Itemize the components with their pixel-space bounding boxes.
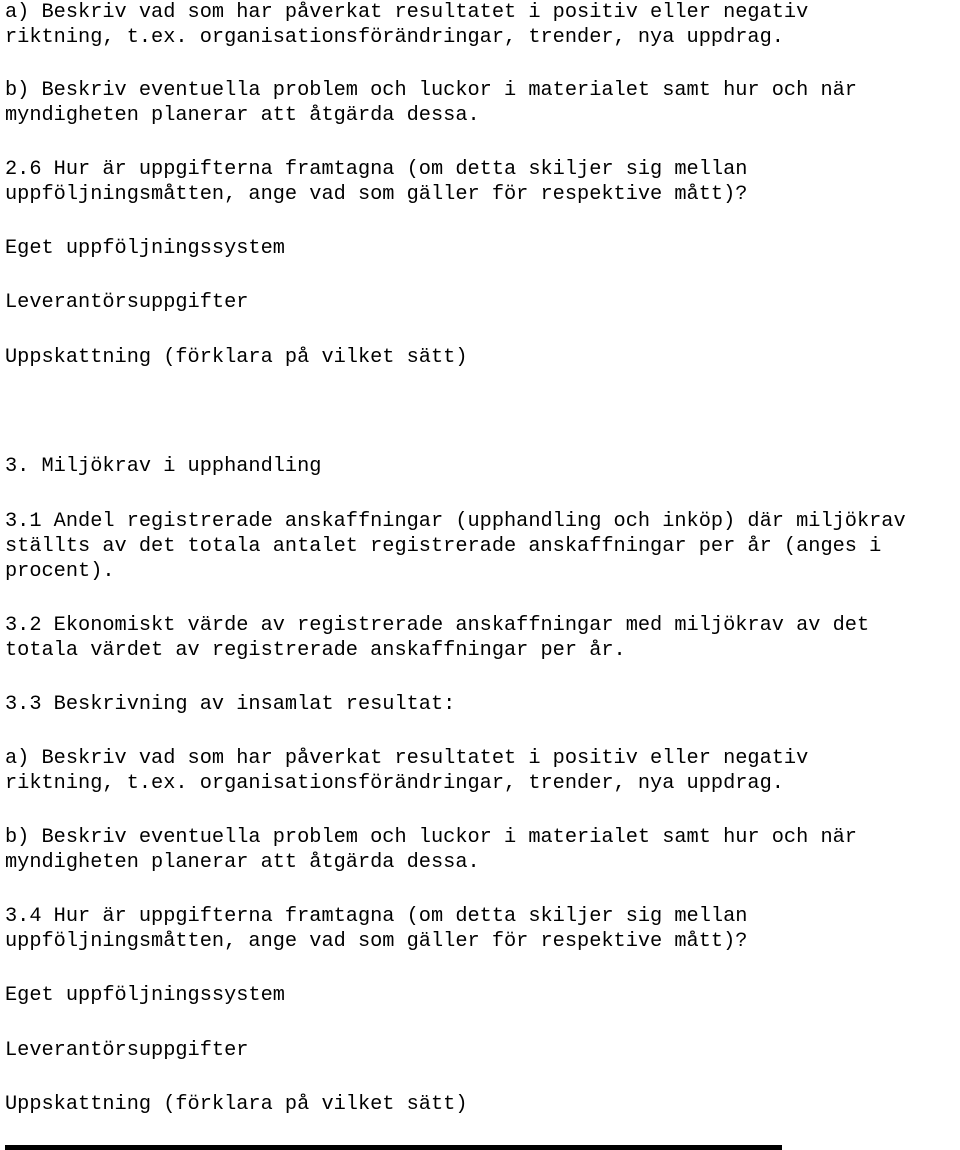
text-line: procent). — [5, 560, 115, 583]
question-2b — [5, 78, 960, 128]
text-line: riktning, t.ex. organisationsförändringar, trender, nya uppdrag. — [5, 772, 784, 795]
text-line: Uppskattning (förklara på vilket sätt) — [5, 1093, 468, 1116]
option-own-system — [5, 236, 960, 261]
text-line: ställts av det totala antalet registrerade anskaffningar per år (anges i — [5, 535, 882, 558]
question-3a — [5, 746, 960, 796]
text-line: b) Beskriv eventuella problem och luckor i materialet samt hur och när — [5, 826, 857, 849]
question-3-1 — [5, 509, 960, 584]
text-line: a) Beskriv vad som har påverkat resultatet i positiv eller negativ — [5, 747, 809, 770]
option-supplier-data — [5, 1038, 960, 1063]
text-line: uppföljningsmåtten, ange vad som gäller för respektive mått)? — [5, 183, 748, 206]
text-line: uppföljningsmåtten, ange vad som gäller för respektive mått)? — [5, 930, 748, 953]
text-line: 2.6 Hur är uppgifterna framtagna (om detta skiljer sig mellan — [5, 158, 748, 181]
text-line: Eget uppföljningssystem — [5, 984, 285, 1007]
text-line: 3.3 Beskrivning av insamlat resultat: — [5, 693, 456, 716]
text-line: myndigheten planerar att åtgärda dessa. — [5, 104, 480, 127]
text-line: Leverantörsuppgifter — [5, 291, 249, 314]
text-line: totala värdet av registrerade anskaffningar per år. — [5, 639, 626, 662]
text-line: a) Beskriv vad som har påverkat resultatet i positiv eller negativ — [5, 1, 809, 24]
option-estimate — [5, 1092, 960, 1117]
question-3-3 — [5, 692, 960, 717]
text-line: myndigheten planerar att åtgärda dessa. — [5, 851, 480, 874]
page-bottom-rule — [5, 1145, 782, 1150]
text-line: 3.1 Andel registrerade anskaffningar (upphandling och inköp) där miljökrav — [5, 510, 906, 533]
text-line: 3. Miljökrav i upphandling — [5, 455, 322, 478]
text-line: 3.4 Hur är uppgifterna framtagna (om detta skiljer sig mellan — [5, 905, 748, 928]
text-line: Eget uppföljningssystem — [5, 237, 285, 260]
option-own-system — [5, 983, 960, 1008]
section-3-heading — [5, 454, 960, 479]
question-3b — [5, 825, 960, 875]
question-3-4 — [5, 904, 960, 954]
option-supplier-data — [5, 290, 960, 315]
text-line: 3.2 Ekonomiskt värde av registrerade anskaffningar med miljökrav av det — [5, 614, 870, 637]
question-3-2 — [5, 613, 960, 663]
text-line: Leverantörsuppgifter — [5, 1039, 249, 1062]
text-line: riktning, t.ex. organisationsförändringar, trender, nya uppdrag. — [5, 26, 784, 49]
text-line: Uppskattning (förklara på vilket sätt) — [5, 346, 468, 369]
question-2-6 — [5, 157, 960, 207]
option-estimate — [5, 345, 960, 370]
text-line: b) Beskriv eventuella problem och luckor i materialet samt hur och när — [5, 79, 857, 102]
question-2a — [5, 0, 960, 50]
